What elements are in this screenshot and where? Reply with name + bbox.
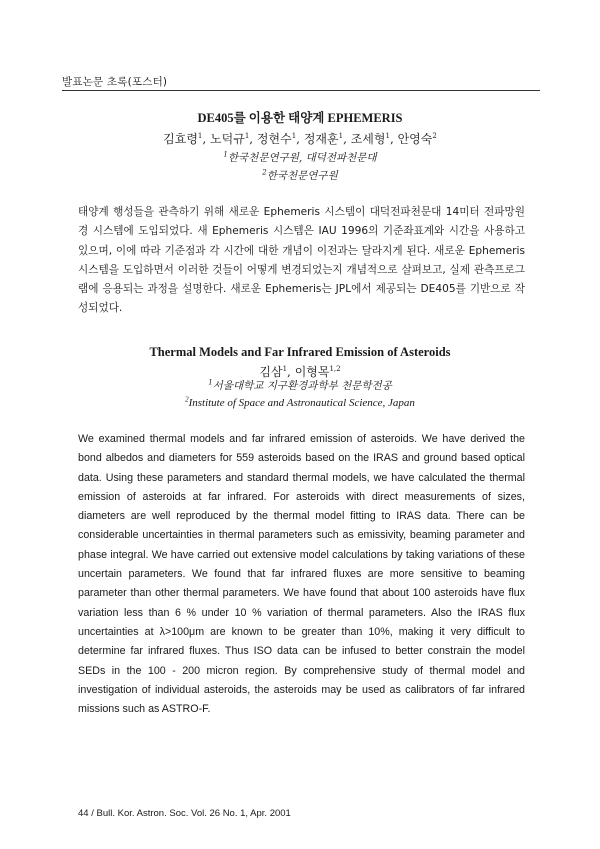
- paper2-affiliation-2: $^2$Institute of Space and Astronautical Science, Japan: [185, 395, 415, 409]
- paper2-title: Thermal Models and Far Infrared Emission of Asteroids: [149, 345, 451, 359]
- page-footer: 44 / Bull. Kor. Astron. Soc. Vol. 26 No. 1, Apr. 2001: [78, 808, 291, 819]
- paper1-abstract: 태양계 행성들을 관측하기 위해 새로운 Ephemeris 시스템이 대덕전파천문대 14미터 전파망원경 시스템에 도입되었다. 새 Ephemeris 시스템은 IAU 1996의 기준좌표계와 시간을 사용하고 있으며, 이에 따라 기준점과 각 시간에 대한 개념이 이전과는 달라지게 된다. 새로운 Ephemeris 시스템을 도입하면서 이러한 것들이 어떻게 변경되었는지 개념적으로 살펴보고, 실제 관측프로그램에 응용되는 과정을 설명한다. 새로운 Ephemeris는 JPL에서 제공되는 DE405를 기반으로 작성되었다.: [78, 206, 525, 315]
- author: 안영숙$^2$: [397, 132, 437, 146]
- author: 이형목$^{1,2}$: [294, 365, 341, 379]
- author: 조세형$^1$: [350, 132, 390, 146]
- paper1-affiliation-2: $^2$한국천문연구원: [262, 168, 338, 182]
- paper2-affiliation-1: $^1$서울대학교 지구환경과학부 천문학전공: [208, 378, 392, 392]
- header-divider: [62, 90, 540, 91]
- paper1-authors: 김효령$^1$, 노덕규$^1$, 정현수$^1$, 정재훈$^1$, 조세형$^1$, 안영숙$^2$: [163, 132, 437, 146]
- author: 정현수$^1$: [256, 132, 297, 146]
- paper2-abstract: We examined thermal models and far infrared emission of asteroids. We have derived the bond albedos and diameters for 559 asteroids based on the IRAS and ground based optical data. Using these parameters and standard thermal models, we have calculated the thermal emission of asteroids at far infrared. For asteroids with direct measurements of sizes, diameters are well reproduced by the thermal model fitting to IRAS data. There can be considerable uncertainties in thermal parameters such as emissivity, beaming parameter and phase integral. We have carried out extensive model calculations by taking variations of these uncertain parameters. We found that far infrared fluxes are more sensitive to beaming parameter than other thermal parameters. We have found that about 100 asteroids have flux variation less than 6 % under 10 % variation of thermal parameters. Also the IRAS flux uncertainties at λ>100μm are known to be greater than 10%, making it very difficult to determine far infrared fluxes. Thus ISO data can be infused to better constrain the model SEDs in the 100 - 200 micron region. By comprehensive study of thermal model and investigation of individual asteroids, the asteroids may be used as calibrators of far infrared missions such as ASTRO-F.: [78, 433, 525, 716]
- paper1-affiliation-1: $^1$한국천문연구원, 대덕전파천문대: [223, 150, 377, 164]
- author: 김삼$^1$: [259, 365, 288, 379]
- paper1-title: DE405를 이용한 태양계 EPHEMERIS: [197, 111, 403, 125]
- paper2-authors: 김삼$^1$, 이형목$^{1,2}$: [259, 365, 341, 379]
- author: 노덕규$^1$: [210, 132, 250, 146]
- section-header: 발표논문 초록(포스터): [62, 76, 168, 88]
- author: 김효령$^1$: [163, 132, 203, 146]
- author: 정재훈$^1$: [303, 132, 344, 146]
